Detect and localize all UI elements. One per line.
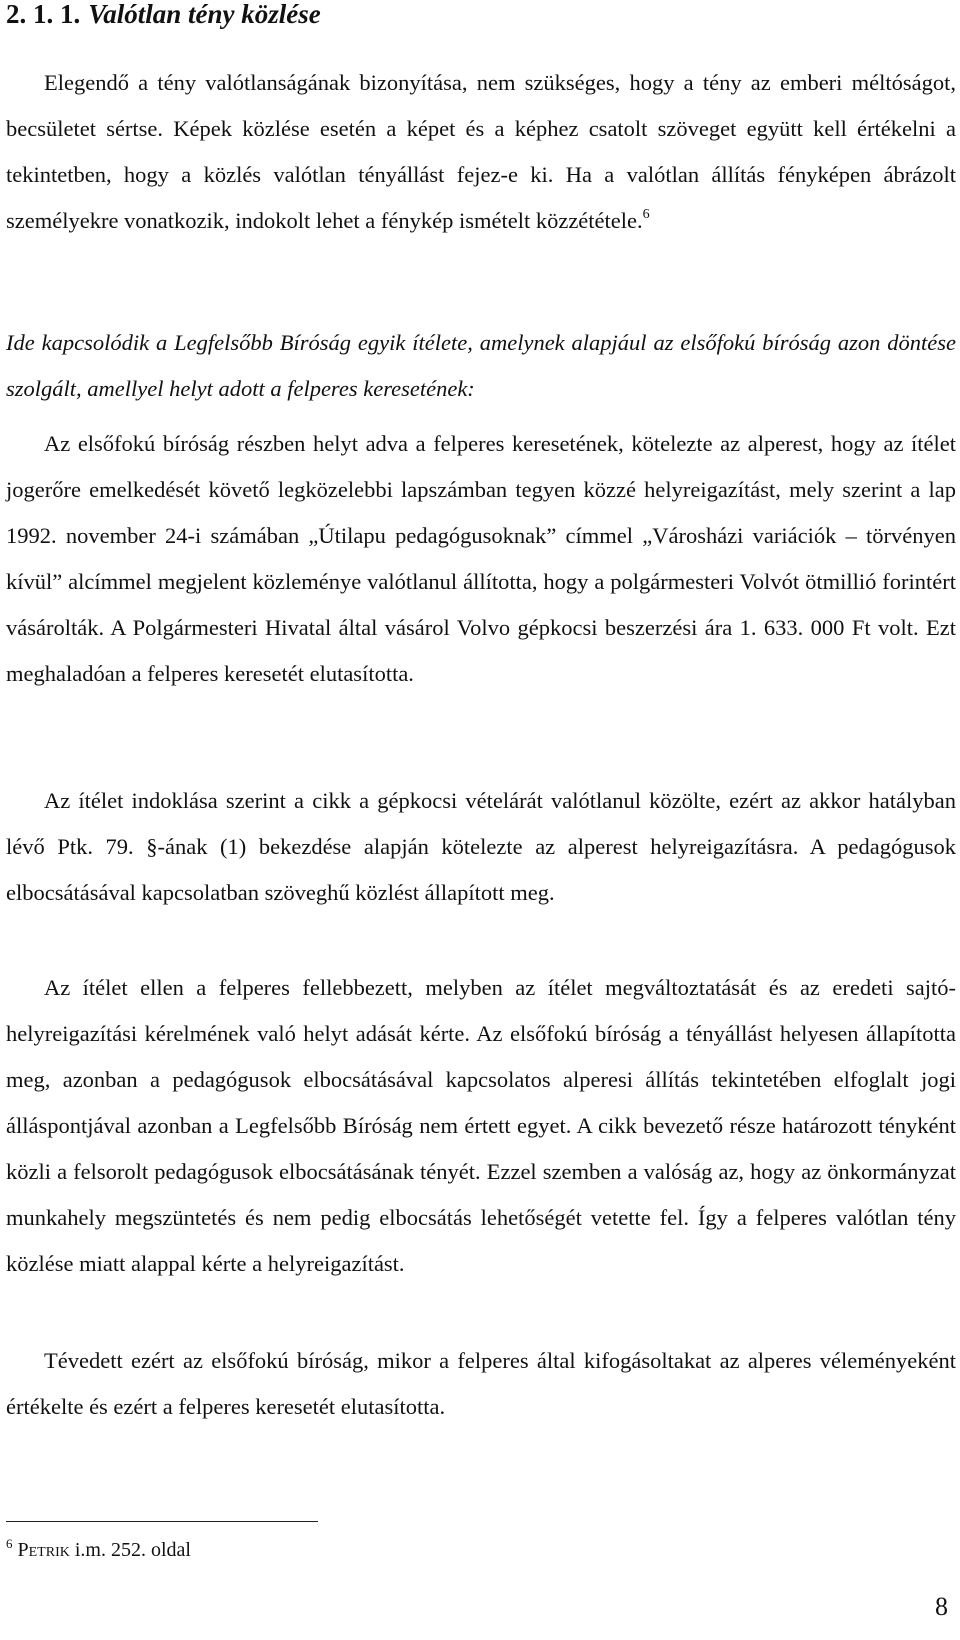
footnote-text: i.m. 252. oldal bbox=[69, 1539, 191, 1561]
document-page bbox=[6, 0, 956, 1640]
page-number: 8 bbox=[935, 1592, 948, 1621]
paragraph-supreme-court-intro: Ide kapcsolódik a Legfelsőbb Bíróság egyik ítélete, amelynek alapjául az elsőfokú bíróság azon döntése szolgált, amellyel helyt adott a felperes keresetének: bbox=[6, 330, 956, 401]
paragraph-text: Elegendő a tény valótlanságának bizonyítása, nem szükséges, hogy a tény az emberi méltóságot, becsületet sértse. Képek közlése esetén a képet és a képhez csatolt szöveget együtt kell értékelni a tekintetben, hogy a közlés valótlan tényállást fejez-e ki. Ha a valótlan állítás fényképen ábrázolt személyekre vonatkozik, indokolt lehet a fénykép ismételt közzététele. bbox=[6, 70, 956, 233]
section-title: Valótlan tény közlése bbox=[88, 0, 321, 29]
paragraph-ruling-justification: Az ítélet indoklása szerint a cikk a gépkocsi vételárát valótlanul közölte, ezért az akkor hatályban lévő Ptk. 79. §-ának (1) bekezdése alapján kötelezte az alperest helyreigazításra. A pedagógusok elbocsátásával kapcsolatban szöveghű közlést állapított meg. bbox=[6, 788, 956, 905]
paragraph-appeal: Az ítélet ellen a felperes fellebbezett, melyben az ítélet megváltoztatását és az eredeti sajtó-helyreigazítási kérelmének való helyt adását kérte. Az elsőfokú bíróság a tényállást helyesen állapította meg, azonban a pedagógusok elbocsátásával kapcsolatos alperesi állítás tekintetében elfoglalt jogi álláspontjával azonban a Legfelsőbb Bíróság nem értett egyet. A cikk bevezető része határozott tényként közli a felsorolt pedagógusok elbocsátásának tényét. Ezzel szemben a valóság az, hogy az önkormányzat munkahely megszüntetés és nem pedig elbocsátás lehetőségét vetette fel. Így a felperes valótlan tény közlése miatt alappal kérte a helyreigazítást. bbox=[6, 975, 956, 1276]
footnote-author: Petrik bbox=[17, 1539, 70, 1561]
footnote-number: 6 bbox=[6, 1536, 13, 1551]
paragraph-fact-proof bbox=[6, 60, 956, 244]
footnote bbox=[6, 1538, 191, 1562]
section-heading bbox=[6, 0, 321, 30]
paragraph-first-instance-ruling: Az elsőfokú bíróság részben helyt adva a felperes keresetének, kötelezte az alperest, hogy az ítélet jogerőre emelkedését követő legközelebbi lapszámban tegyen közzé helyreigazítást, mely szerint a lap 1992. november 24-i számában „Útilapu pedagógusoknak” címmel „Városházi variációk – törvényen kívül” alcímmel megjelent közleménye valótlanul állította, hogy a polgármesteri Volvót ötmillió forintért vásárolták. A Polgármesteri Hivatal által vásárol Volvo gépkocsi beszerzési ára 1. 633. 000 Ft volt. Ezt meghaladóan a felperes keresetét elutasította. bbox=[6, 431, 956, 686]
footnote-separator bbox=[6, 1521, 318, 1522]
section-number: 2. 1. 1. bbox=[6, 0, 81, 29]
footnote-reference: 6 bbox=[642, 207, 650, 222]
paragraph-conclusion: Tévedett ezért az elsőfokú bíróság, mikor a felperes által kifogásoltakat az alperes véleményeként értékelte és ezért a felperes keresetét elutasította. bbox=[6, 1348, 956, 1419]
